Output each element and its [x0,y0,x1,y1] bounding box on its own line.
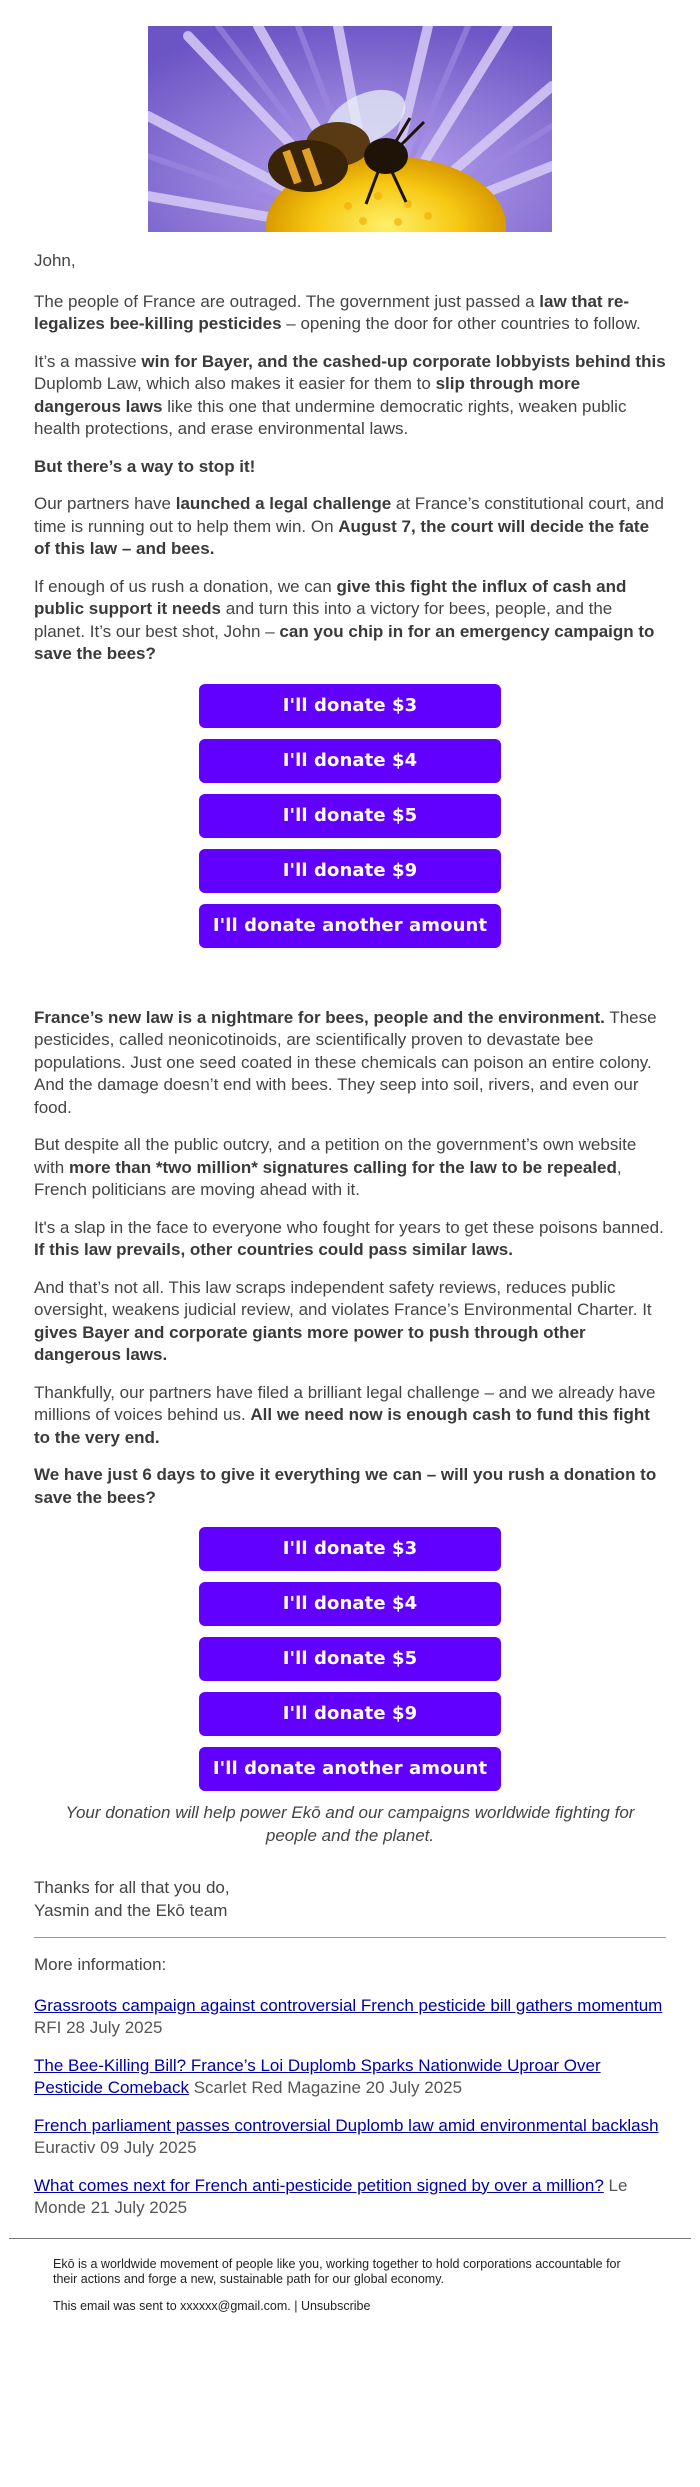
paragraph-slap: It's a slap in the face to everyone who fought for years to get these poisons banned. If this law prevails, other countries could pass similar laws. [34,1217,664,1259]
signoff: Thanks for all that you do, Yasmin and the Ekō team [34,1878,230,1920]
more-info-item [34,2175,666,2220]
paragraph-petition: But despite all the public outcry, and a petition on the government’s own website with more than *two million* signatures calling for the law to be repealed, French politicians are moving ahead with it. [34,1135,637,1199]
article-link[interactable]: French parliament passes controversial Duplomb law amid environmental backlash [34,2115,659,2135]
footer-sent-to: This email was sent to xxxxxx@gmail.com. | Unsubscribe [53,2298,371,2313]
donate-3-button[interactable]: I'll donate $3 [199,684,501,728]
donate-buttons-bottom [34,1527,666,1791]
article-source: Scarlet Red Magazine 20 July 2025 [188,2078,463,2097]
paragraph-nightmare: France’s new law is a nightmare for bees, people and the environment. These pesticides, called neonicotinoids, are scientifically proven to devastate bee populations. Just one seed coated in these chemicals can poison an entire colony. And the damage doesn’t end with bees. They seep into soil, rivers, and even our food. [34,1007,657,1117]
article-link[interactable]: Grassroots campaign against controversial French pesticide bill gathers momentum [34,1995,663,2015]
hero-image [148,26,552,232]
paragraph-ask: If enough of us rush a donation, we can give this fight the influx of cash and public support it needs and turn this into a victory for bees, people, and the planet. It’s our best shot, John – can you chip in for an emergency campaign to save the bees? [34,576,655,663]
divider [34,1937,666,1938]
paragraph-stop-it: But there’s a way to stop it! [34,456,256,476]
more-info-item [34,1995,666,2040]
donate-other-amount-button[interactable]: I'll donate another amount [199,904,501,948]
paragraph-bayer: It’s a massive win for Bayer, and the cashed-up corporate lobbyists behind this Duplomb Law, which also makes it easier for them to slip through more dangerous laws like this one that undermine democratic rights, weaken public health protections, and erase environmental laws. [34,351,666,438]
article-link[interactable]: What comes next for French anti-pesticide petition signed by over a million? [34,2175,604,2195]
donate-buttons-top [34,684,666,948]
more-info-item [34,2055,666,2100]
unsubscribe-link[interactable]: Unsubscribe [300,2298,371,2313]
bee-flower-illustration [148,26,552,232]
paragraph-6-days: We have just 6 days to give it everything we can – will you rush a donation to save the bees? [34,1465,657,1507]
more-info-heading: More information: [34,1955,167,1974]
donate-9-button[interactable]: I'll donate $9 [199,1692,501,1736]
donate-5-button[interactable]: I'll donate $5 [199,1637,501,1681]
article-source: Le Monde 21 July 2025 [34,2175,628,2217]
donate-9-button[interactable]: I'll donate $9 [199,849,501,893]
paragraph-legal-challenge: Our partners have launched a legal challenge at France’s constitutional court, and time is running out to help them win. On August 7, the court will decide the fate of this law – and bees. [34,494,664,558]
email-body [34,0,666,2314]
donate-5-button[interactable]: I'll donate $5 [199,794,501,838]
article-link[interactable]: The Bee-Killing Bill? France’s Loi Duplomb Sparks Nationwide Uproar Over Pesticide Comeback [34,2055,601,2097]
donate-other-amount-button[interactable]: I'll donate another amount [199,1747,501,1791]
donate-3-button[interactable]: I'll donate $3 [199,1527,501,1571]
paragraph-not-all: And that’s not all. This law scraps independent safety reviews, reduces public oversight, weakens judicial review, and violates France’s Environmental Charter. It gives Bayer and corporate giants more power to push through other dangerous laws. [34,1277,652,1364]
donate-4-button[interactable]: I'll donate $4 [199,1582,501,1626]
donate-4-button[interactable]: I'll donate $4 [199,739,501,783]
donation-note: Your donation will help power Ekō and our campaigns worldwide fighting for people and the planet. [65,1803,635,1845]
paragraph-thankfully: Thankfully, our partners have filed a brilliant legal challenge – and we already have millions of voices behind us. All we need now is enough cash to fund this fight to the very end. [34,1382,656,1447]
greeting: John, [34,251,76,270]
paragraph-intro: The people of France are outraged. The government just passed a law that re-legalizes bee-killing pesticides – opening the door for other countries to follow. [34,291,641,333]
footer [9,2238,691,2314]
article-source: RFI 28 July 2025 [34,2018,163,2037]
article-source: Euractiv 09 July 2025 [34,2138,197,2157]
more-info-item [34,2115,666,2160]
footer-about: Ekō is a worldwide movement of people like you, working together to hold corporations accountable for their actions and forge a new, sustainable path for our global economy. [53,2256,621,2286]
